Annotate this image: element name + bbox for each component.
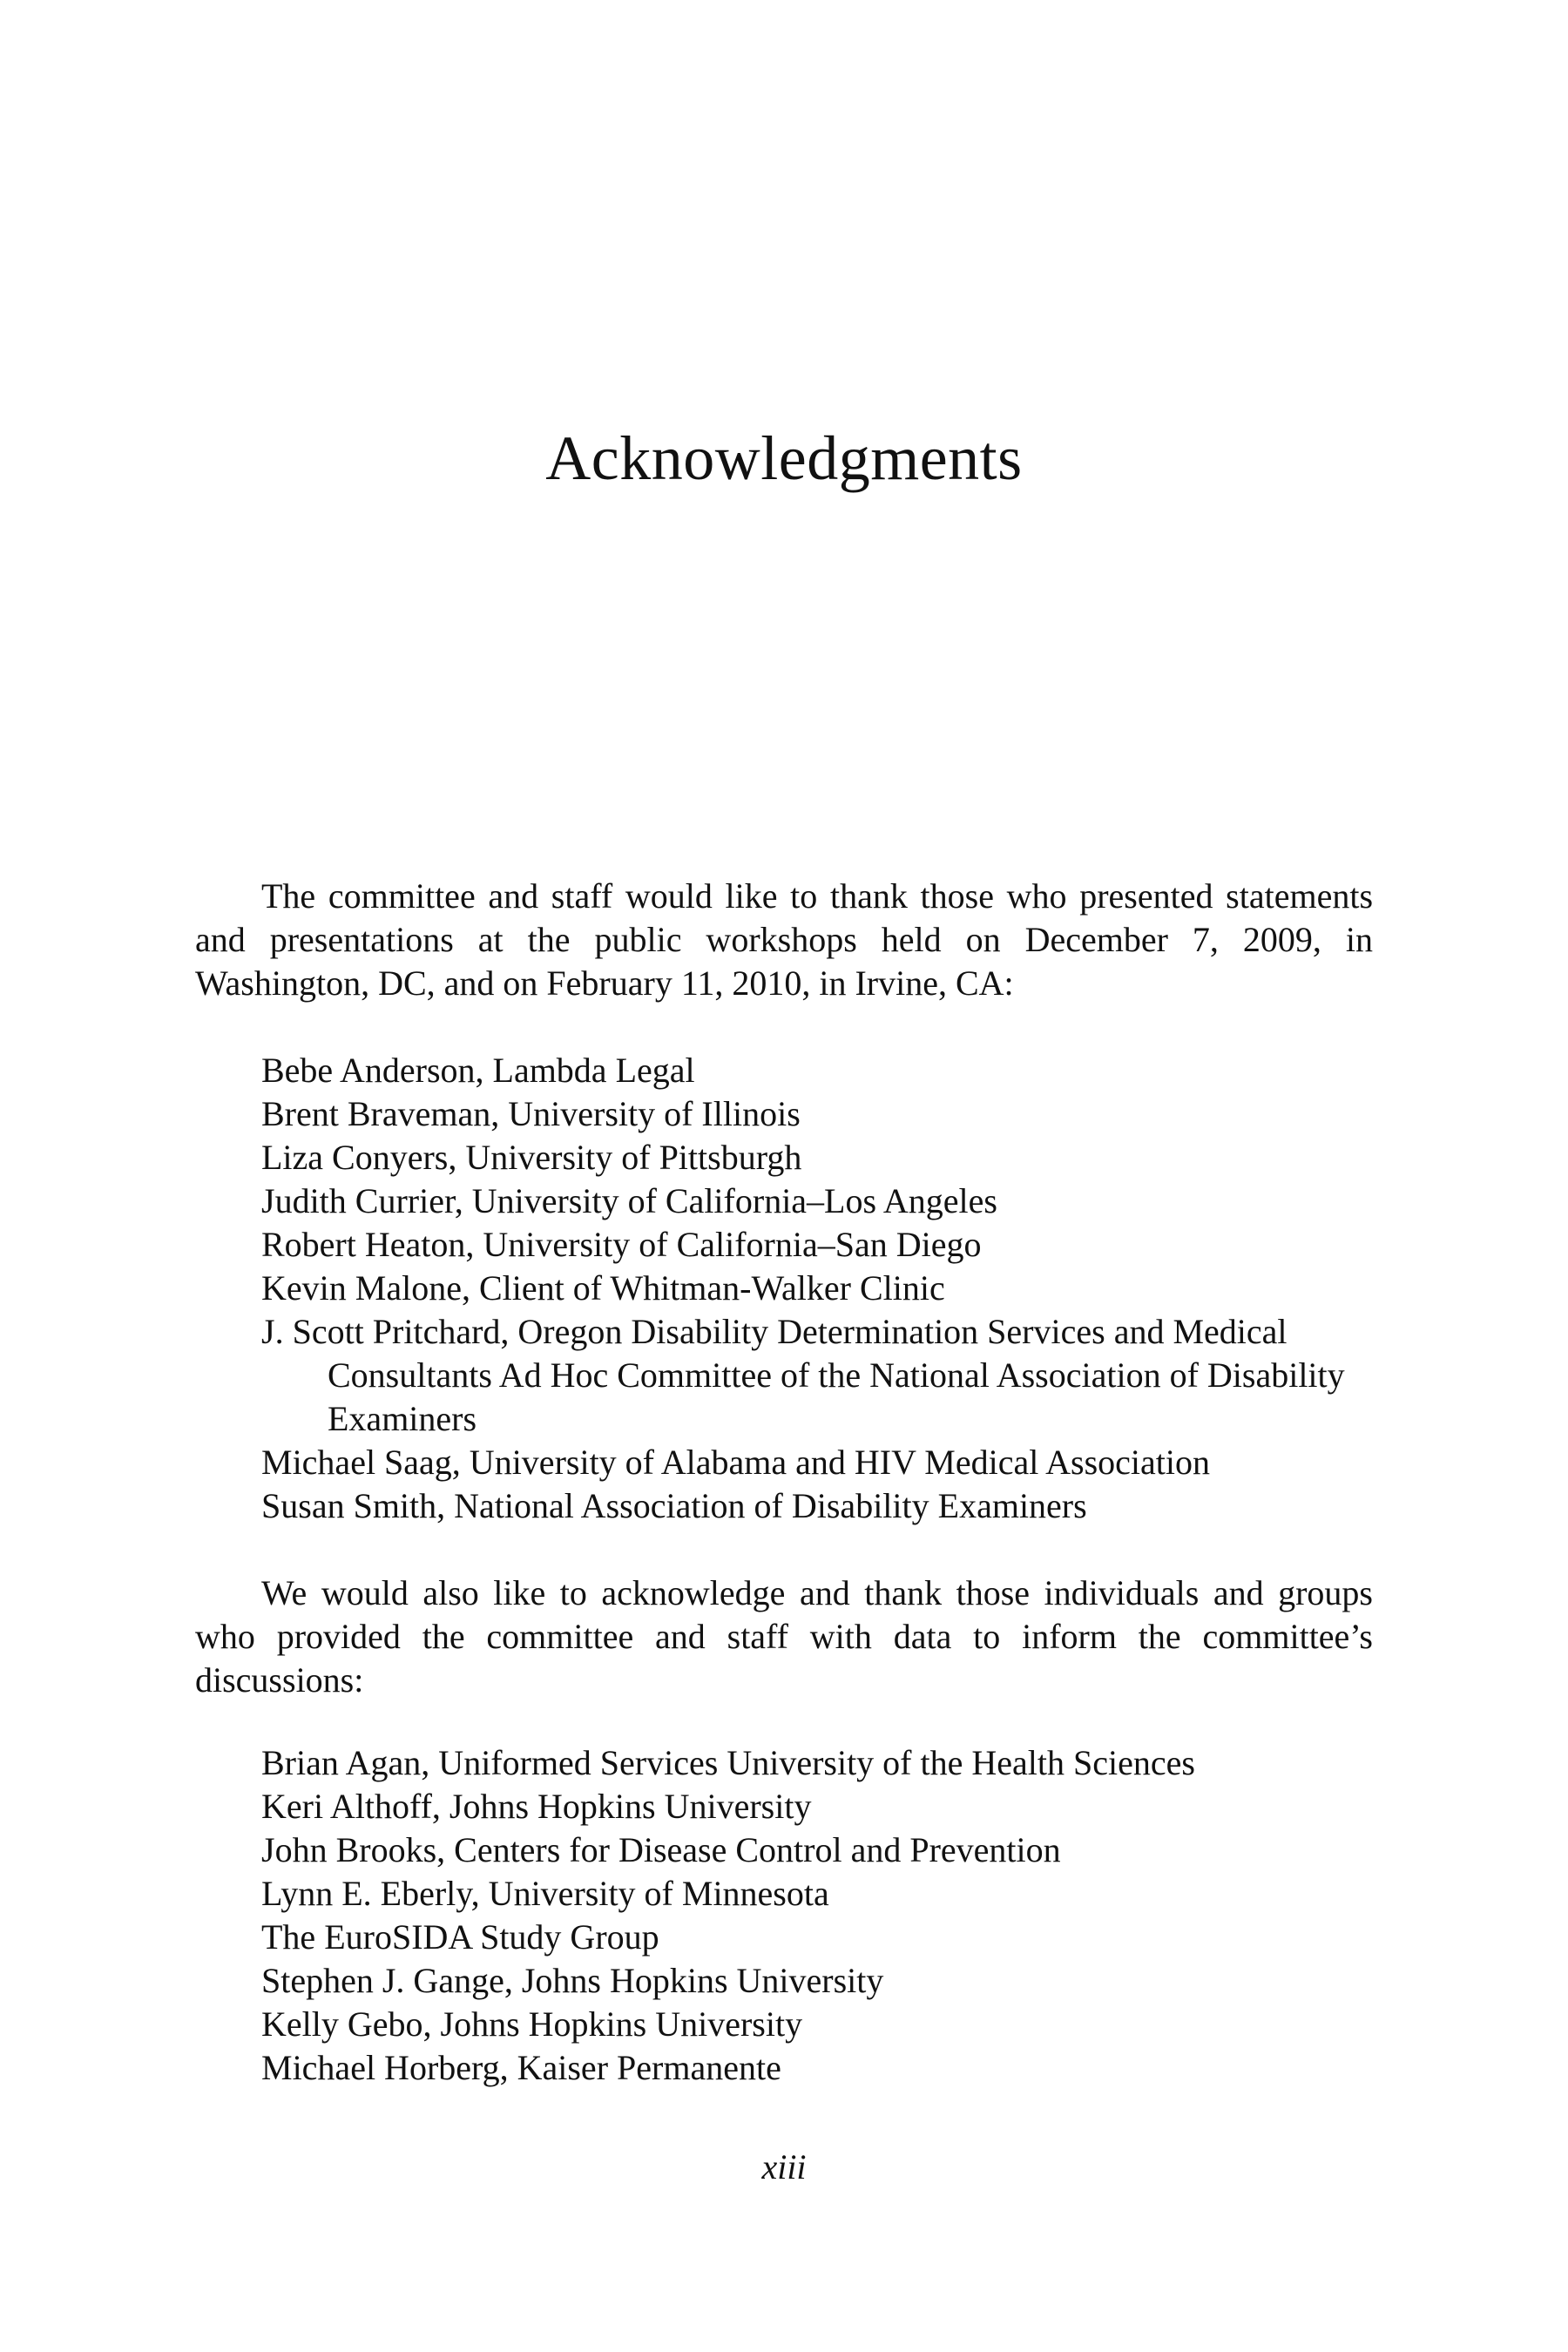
- presenters-list: [195, 1049, 1373, 1528]
- intro-text: [195, 875, 1373, 1005]
- list-item: Judith Currier, University of California–Los Angeles: [261, 1181, 997, 1220]
- list-item: Liza Conyers, University of Pittsburgh: [261, 1138, 802, 1177]
- data-thanks-line-1: We would also like to acknowledge and thank those individuals and: [261, 1573, 1264, 1612]
- list-item: Brian Agan, Uniformed Services University of the Health Sciences: [261, 1743, 1195, 1782]
- data-thanks-text: [195, 1571, 1373, 1702]
- data-providers-list: [195, 1741, 1373, 2090]
- list-item: Kevin Malone, Client of Whitman-Walker Clinic: [261, 1268, 945, 1308]
- list-item: The EuroSIDA Study Group: [261, 1917, 659, 1957]
- intro-paragraph: [195, 875, 1373, 1005]
- page-title: Acknowledgments: [545, 423, 1023, 493]
- list-item: John Brooks, Centers for Disease Control and Prevention: [261, 1830, 1061, 1869]
- list-item: Stephen J. Gange, Johns Hopkins University: [261, 1961, 884, 2000]
- list-item: Kelly Gebo, Johns Hopkins University: [261, 2004, 803, 2044]
- list-item: Bebe Anderson, Lambda Legal: [261, 1051, 695, 1090]
- intro-line-1: The committee and staff would like to thank those who presented: [261, 876, 1213, 916]
- list-item-wrapped: J. Scott Pritchard, Oregon Disability Determination Services and Medical Consultants Ad Hoc Committee of the National Association of Disability Examiners: [261, 1312, 1345, 1438]
- page-number: xiii: [761, 2147, 807, 2186]
- data-thanks-line-2: groups who provided the committee and staff with data to inform the: [195, 1573, 1373, 1656]
- list-item: Michael Horberg, Kaiser Permanente: [261, 2048, 781, 2087]
- list-item: Susan Smith, National Association of Disability Examiners: [261, 1486, 1087, 1525]
- data-thanks-line-3: committee’s discussions:: [195, 1617, 1373, 1700]
- list-item: Robert Heaton, University of California–San Diego: [261, 1225, 982, 1264]
- list-item: Michael Saag, University of Alabama and HIV Medical Association: [261, 1443, 1211, 1482]
- intro-line-3: 2009, in Washington, DC, and on February 11, 2010, in Irvine, CA:: [195, 920, 1373, 1003]
- list-item: Lynn E. Eberly, University of Minnesota: [261, 1874, 829, 1913]
- data-thanks-paragraph: [195, 1571, 1373, 1702]
- list-item: Brent Braveman, University of Illinois: [261, 1094, 801, 1133]
- list-item: Keri Althoff, Johns Hopkins University: [261, 1787, 812, 1826]
- intro-line-2: statements and presentations at the public workshops held on December 7,: [195, 876, 1374, 959]
